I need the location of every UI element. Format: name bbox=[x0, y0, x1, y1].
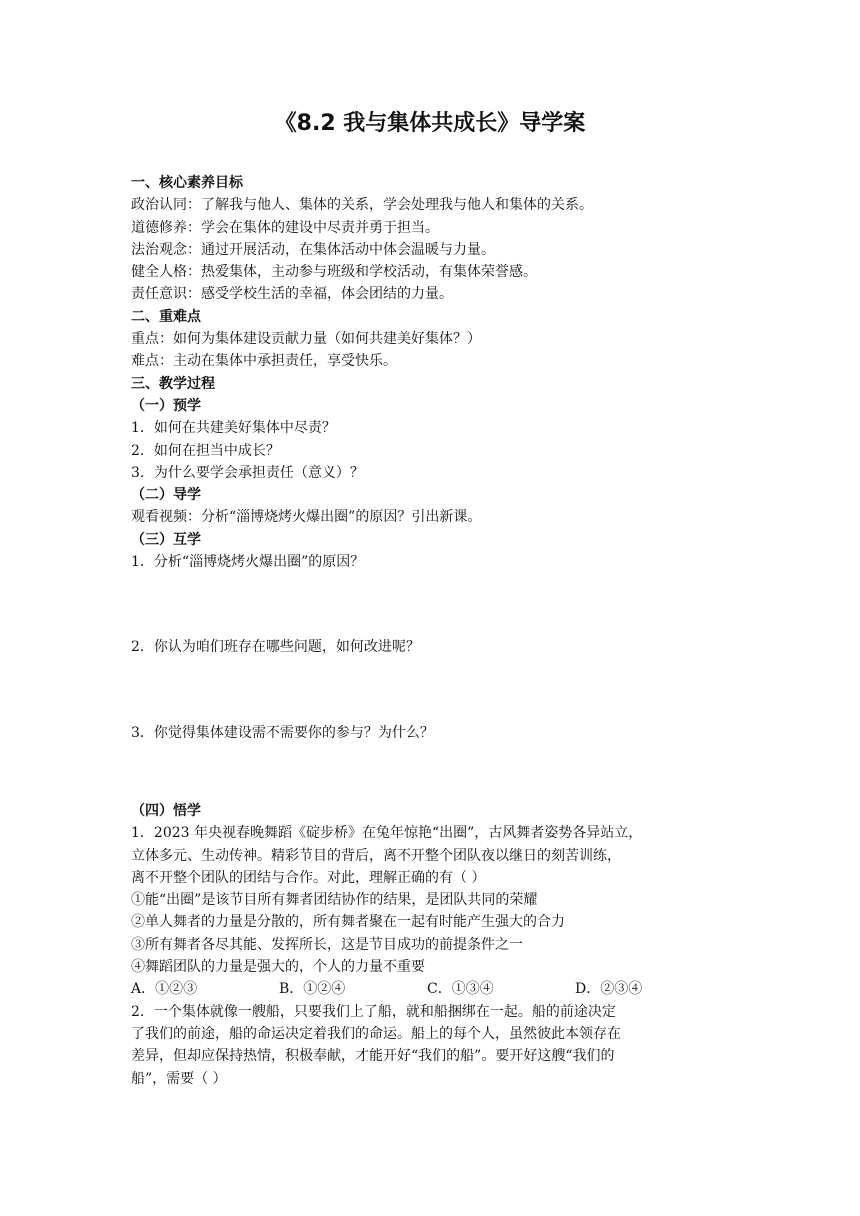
document-body bbox=[131, 172, 731, 1090]
option-c: C．①③④ bbox=[427, 981, 494, 998]
question-text-line: 1．2023 年央视春晚舞蹈《碇步桥》在兔年惊艳“出圈”，古风舞者姿势各异站立， bbox=[131, 825, 643, 842]
section-heading-process: 三、教学过程 bbox=[131, 375, 215, 392]
subsection-heading-mutual: （三）互学 bbox=[131, 531, 201, 548]
question-text-line: 2．一个集体就像一艘船，只要我们上了船，就和船捆绑在一起。船的前途决定 bbox=[131, 1003, 616, 1020]
subsection-heading-insight: （四）悟学 bbox=[131, 802, 201, 819]
goal-line: 健全人格：热爱集体，主动参与班级和学校活动，有集体荣誉感。 bbox=[131, 264, 537, 281]
answer-space bbox=[131, 744, 731, 800]
statement-line: ②单人舞者的力量是分散的，所有舞者聚在一起有时能产生强大的合力 bbox=[131, 914, 565, 931]
option-d: D．②③④ bbox=[575, 981, 643, 998]
goal-line: 道德修养：学会在集体的建设中尽责并勇于担当。 bbox=[131, 219, 439, 236]
subsection-heading-prestudy: （一）预学 bbox=[131, 397, 201, 414]
answer-options bbox=[131, 978, 731, 1000]
page-title: 《8.2 我与集体共成长》导学案 bbox=[274, 111, 586, 136]
statement-line: ④舞蹈团队的力量是强大的，个人的力量不重要 bbox=[131, 959, 425, 976]
subsection-heading-guide: （二）导学 bbox=[131, 487, 201, 504]
mutual-question: 3．你觉得集体建设需不需要你的参与？为什么？ bbox=[131, 724, 434, 741]
goal-line: 政治认同：了解我与他人、集体的关系，学会处理我与他人和集体的关系。 bbox=[131, 197, 593, 214]
statement-line: ①能“出圈”是该节目所有舞者团结协作的结果，是团队共同的荣耀 bbox=[131, 892, 538, 909]
statement-line: ③所有舞者各尽其能、发挥所长，这是节目成功的前提条件之一 bbox=[131, 936, 523, 953]
answer-space bbox=[131, 659, 731, 722]
question-text-line: 离不开整个团队的团结与合作。对此，理解正确的有（ ） bbox=[131, 869, 486, 886]
mutual-question: 2．你认为咱们班存在哪些问题，如何改进呢？ bbox=[131, 639, 420, 656]
mutual-question: 1．分析“淄博烧烤火爆出圈”的原因？ bbox=[131, 554, 365, 571]
answer-space bbox=[131, 573, 731, 636]
question-text-line: 了我们的前途，船的命运决定着我们的命运。船上的每个人，虽然彼此本领存在 bbox=[131, 1025, 621, 1042]
option-a: A．①②③ bbox=[131, 981, 198, 998]
question-text-line: 差异，但却应保持热情，积极奉献，才能开好“我们的船”。要开好这艘“我们的 bbox=[131, 1048, 615, 1065]
prestudy-item: 2．如何在担当中成长？ bbox=[131, 442, 280, 459]
question-text-line: 立体多元、生动传神。精彩节目的背后，离不开整个团队夜以继日的刻苦训练， bbox=[131, 847, 621, 864]
key-point-line: 难点：主动在集体中承担责任，享受快乐。 bbox=[131, 353, 397, 370]
prestudy-item: 1．如何在共建美好集体中尽责？ bbox=[131, 420, 336, 437]
prestudy-item: 3．为什么要学会承担责任（意义）？ bbox=[131, 464, 364, 481]
key-point-line: 重点：如何为集体建设贡献力量（如何共建美好集体？） bbox=[131, 331, 481, 348]
option-b: B．①②④ bbox=[279, 981, 346, 998]
goal-line: 法治观念：通过开展活动，在集体活动中体会温暖与力量。 bbox=[131, 241, 495, 258]
guide-text: 观看视频：分析“淄博烧烤火爆出圈”的原因？引出新课。 bbox=[131, 509, 482, 526]
question-text-line: 船”，需要（ ） bbox=[131, 1070, 227, 1087]
section-heading-goals: 一、核心素养目标 bbox=[131, 175, 243, 191]
goal-line: 责任意识：感受学校生活的幸福，体会团结的力量。 bbox=[131, 286, 453, 303]
section-heading-key-points: 二、重难点 bbox=[131, 308, 201, 325]
